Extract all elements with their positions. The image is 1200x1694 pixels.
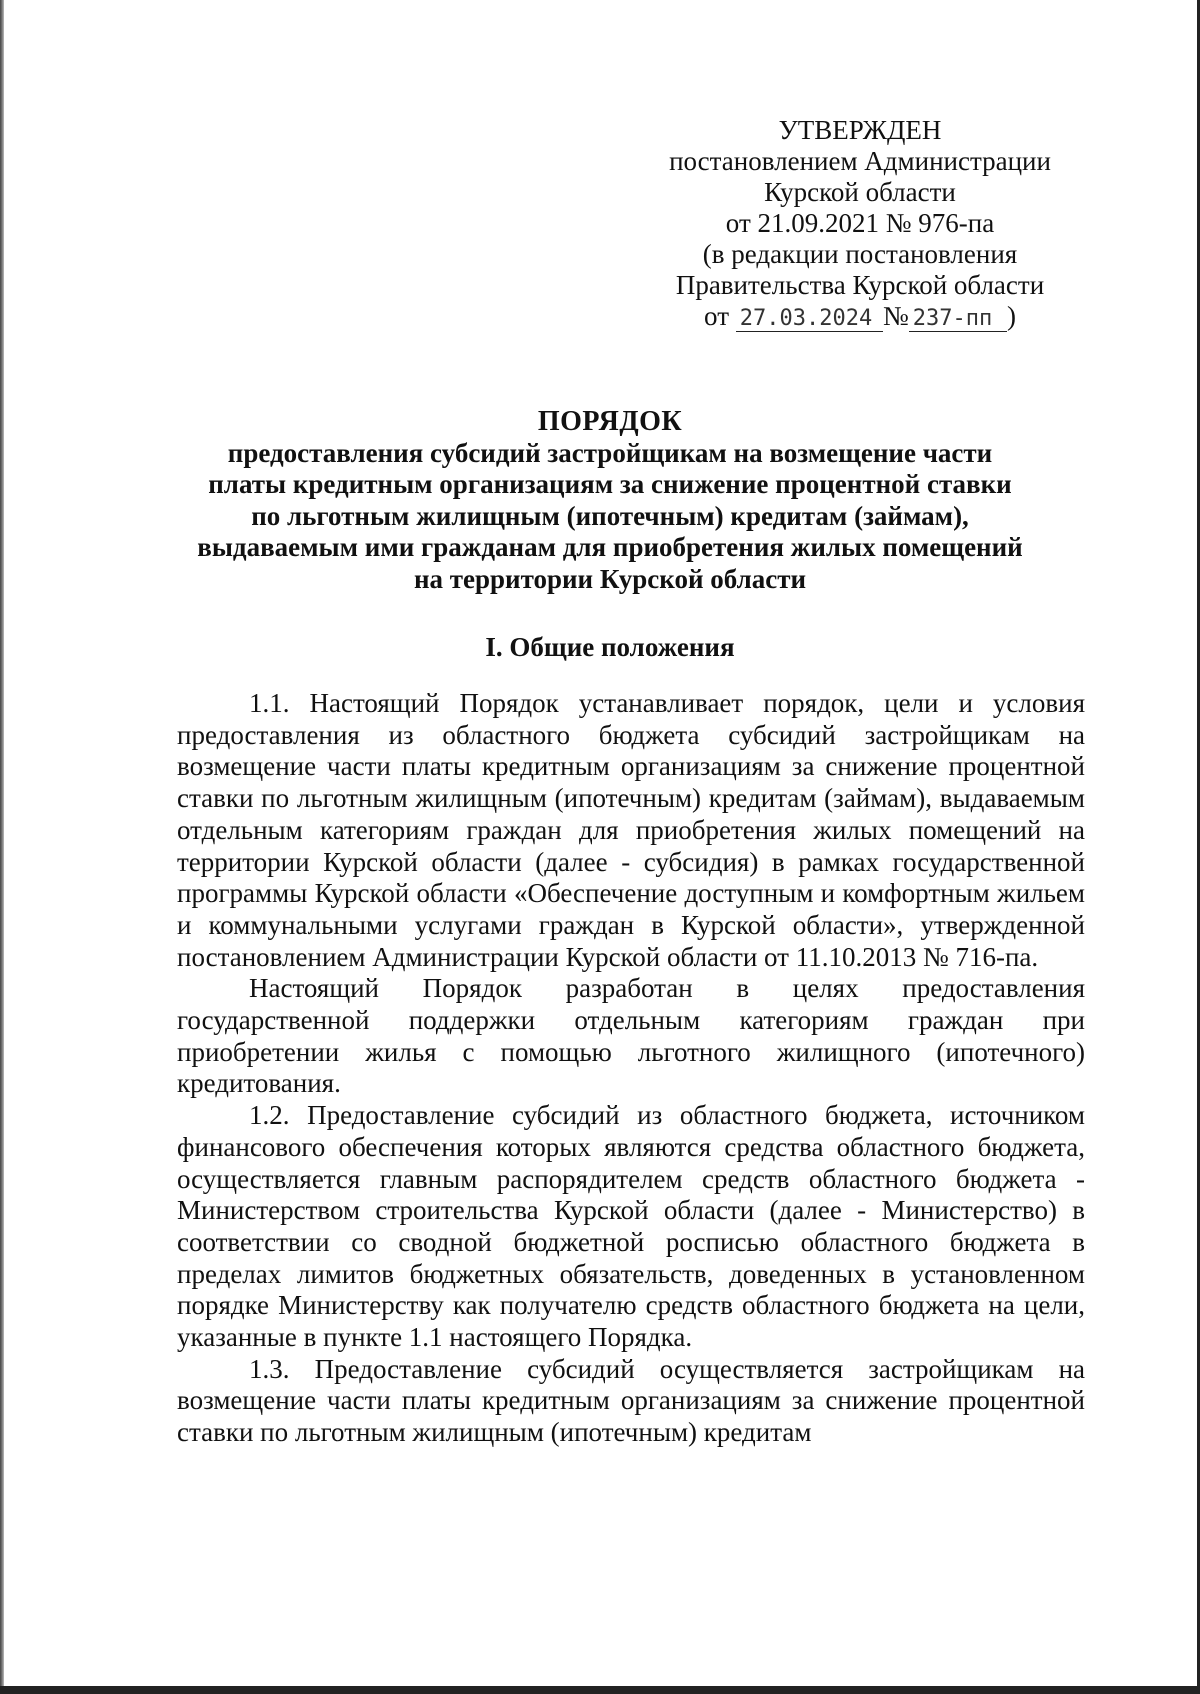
document-title-line: платы кредитным организациям за снижение процентной ставки: [208, 469, 1012, 499]
approval-heading: УТВЕРЖДЕН: [778, 115, 942, 145]
approval-stamp-block: [620, 115, 1100, 332]
amendment-close: ): [1006, 301, 1016, 331]
amendment-number: 237-пп: [912, 306, 993, 331]
section-heading: I. Общие положения: [485, 632, 735, 662]
document-title-line: выдаваемым ими гражданам для приобретения жилых помещений: [197, 532, 1023, 562]
approval-line-government: Правительства Курской области: [675, 270, 1045, 300]
approval-line-edition: (в редакции постановления: [702, 239, 1018, 269]
amendment-number-sign: №: [882, 301, 909, 331]
scan-edge-bottom: [0, 1686, 1200, 1694]
approval-line-region: Курской области: [764, 177, 956, 207]
approval-line-resolution: постановлением Администрации: [669, 146, 1051, 176]
document-title: [160, 406, 1060, 595]
approval-line-amendment: [620, 301, 1100, 332]
document-body: [177, 688, 1085, 1449]
paragraph-purpose: Настоящий Порядок разработан в целях предоставления государственной поддержки отдельным категориям граждан при приобретении жилья с помощью льготного жилищного (ипотечного) кредитования.: [177, 973, 1085, 1099]
amendment-number-field: [909, 304, 1007, 332]
amendment-prefix: от: [704, 301, 729, 331]
amendment-date: 27.03.2024: [739, 306, 873, 331]
paragraph-1-3: 1.3. Предоставление субсидий осуществляется застройщикам на возмещение части платы кредитным организациям за снижение процентной ставки по льготным жилищным (ипотечным) кредитам: [177, 1353, 1085, 1448]
approval-line-date-number: от 21.09.2021 № 976-па: [725, 208, 995, 238]
document-title-line: на территории Курской области: [413, 563, 807, 594]
scan-edge-left: [0, 0, 4, 1694]
amendment-date-field: [736, 304, 883, 332]
document-title-main: ПОРЯДОК: [537, 406, 683, 437]
document-title-line: по льготным жилищным (ипотечным) кредитам (займам),: [251, 500, 969, 531]
document-title-line: предоставления субсидий застройщикам на возмещение части: [227, 437, 993, 468]
paragraph-1-2: 1.2. Предоставление субсидий из областного бюджета, источником финансового обеспечения которых являются средства областного бюджета, осуществляется главным распорядителем средств областного бюджета - Министерством строительства Курской области (далее - Министерство) в соответствии со сводной бюджетной росписью областного бюджета в пределах лимитов бюджетных обязательств, доведенных в установленном порядке Министерству как получателю средств областного бюджета на цели, указанные в пункте 1.1 настоящего Порядка.: [177, 1100, 1085, 1353]
paragraph-1-1: 1.1. Настоящий Порядок устанавливает порядок, цели и условия предоставления из областного бюджета субсидий застройщикам на возмещение части платы кредитным организациям за снижение процентной ставки по льготным жилищным (ипотечным) кредитам (займам), выдаваемым отдельным категориям граждан для приобретения жилых помещений на территории Курской области (далее - субсидия) в рамках государственной программы Курской области «Обеспечение доступным и комфортным жильем и коммунальными услугами граждан в Курской области», утвержденной постановлением Администрации Курской области от 11.10.2013 № 716-па.: [177, 688, 1085, 972]
